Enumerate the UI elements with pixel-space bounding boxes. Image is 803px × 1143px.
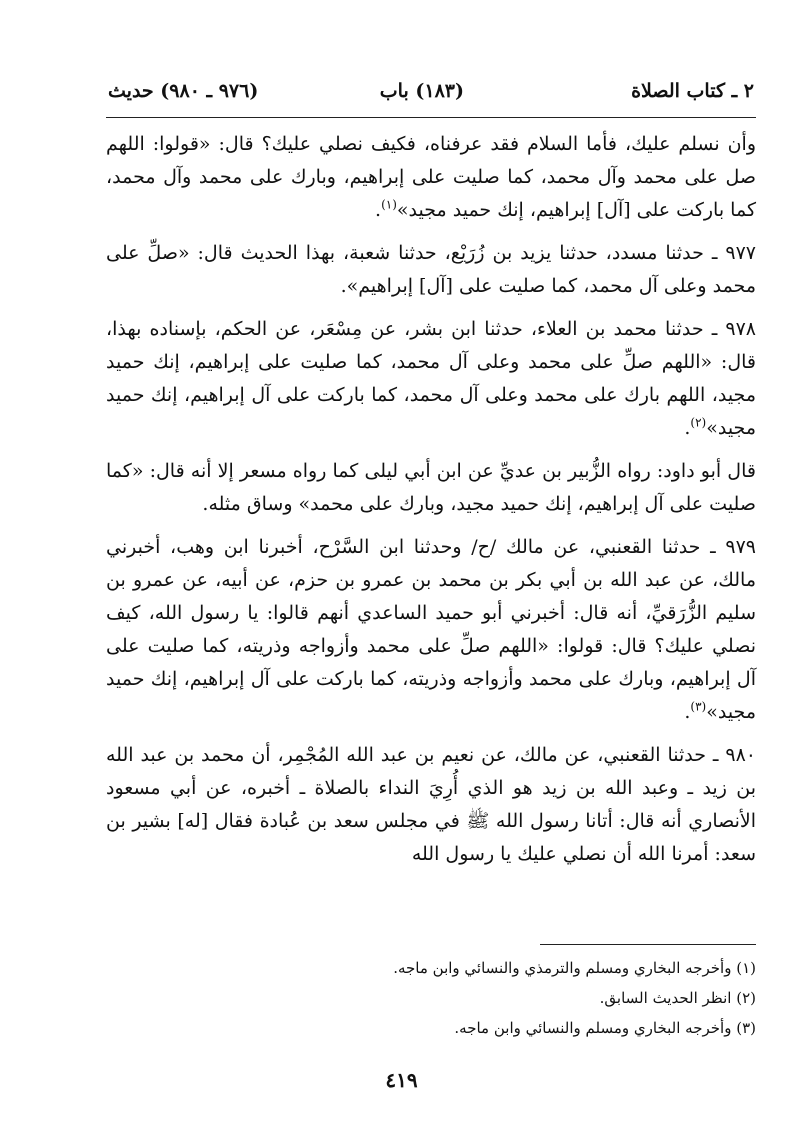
hadith-range: (٩٧٦ ـ ٩٨٠) حديث bbox=[108, 80, 259, 102]
paragraph-text: وأن نسلم عليك، فأما السلام فقد عرفناه، فكيف نصلي عليك؟ قال: «قولوا: اللهم صل على محمد وآل محمد، كما صليت على إبراهيم، وبارك على محمد وآل محمد، كما باركت على [آل] إبراهيم، إنك حميد مجيد» bbox=[106, 133, 756, 221]
paragraph bbox=[106, 128, 756, 227]
footnote-ref: (١) bbox=[381, 197, 397, 212]
footnote-ref: (٢) bbox=[690, 415, 707, 430]
paragraph bbox=[106, 237, 756, 303]
book-title: ٢ ـ كتاب الصلاة bbox=[631, 80, 754, 102]
chapter-title: (١٨٣) باب bbox=[379, 80, 464, 102]
paragraph-text: ٩٨٠ ـ حدثنا القعنبي، عن مالك، عن نعيم بن عبد الله المُجْمِر، أن محمد بن عبد الله بن زيد ـ وعبد الله بن زيد هو الذي أُرِيَ النداء بالصلاة ـ أخبره، عن أبي مسعود الأنصاري أنه قال: أتانا رسول الله ﷺ في مجلس سعد بن عُبادة فقال [له] بشير بن سعد: أمرنا الله أن نصلي عليك يا رسول الله bbox=[106, 744, 756, 865]
paragraph bbox=[106, 531, 756, 729]
paragraph-end: . bbox=[684, 417, 691, 439]
paragraph-text: ٩٧٨ ـ حدثنا محمد بن العلاء، حدثنا ابن بشر، عن مِسْعَر، عن الحكم، بإسناده بهذا، قال: «اللهم صلِّ على محمد وعلى آل محمد، كما صليت على إبراهيم، إنك حميد مجيد، اللهم بارك على محمد وعلى آل محمد، كما باركت على آل إبراهيم، إنك حميد مجيد» bbox=[106, 318, 756, 439]
header-rule bbox=[106, 117, 756, 118]
paragraph bbox=[106, 455, 756, 521]
paragraph-text: قال أبو داود: رواه الزُّبير بن عديِّ عن ابن أبي ليلى كما رواه مسعر إلا أنه قال: «كما صليت على آل إبراهيم، إنك حميد مجيد، وبارك على محمد» وساق مثله. bbox=[106, 460, 756, 515]
paragraph bbox=[106, 739, 756, 871]
paragraph-end: . bbox=[684, 701, 691, 723]
page-number: ٤١٩ bbox=[385, 1068, 418, 1092]
footnote-rule bbox=[540, 944, 756, 945]
running-header bbox=[108, 80, 754, 114]
main-text bbox=[106, 128, 756, 881]
footnote: (٣) وأخرجه البخاري ومسلم والنسائي وابن ماجه. bbox=[454, 1019, 756, 1037]
paragraph-text: ٩٧٩ ـ حدثنا القعنبي، عن مالك /ح/ وحدثنا ابن السَّرْح، أخبرنا ابن وهب، أخبرني مالك، عن عبد الله بن أبي بكر بن محمد بن عمرو بن حزم، عن أبيه، عن عمرو بن سليم الزُّرَقيِّ، أنه قال: أخبرني أبو حميد الساعدي أنهم قالوا: يا رسول الله، كيف نصلي عليك؟ قال: قولوا: «اللهم صلِّ على محمد وأزواجه وذريته، كما صليت على آل إبراهيم، وبارك على محمد وأزواجه وذريته، كما باركت على آل إبراهيم، إنك حميد مجيد» bbox=[106, 536, 756, 723]
footnote: (٢) انظر الحديث السابق. bbox=[599, 989, 756, 1007]
footnote: (١) وأخرجه البخاري ومسلم والترمذي والنسائي وابن ماجه. bbox=[393, 959, 756, 977]
footnotes bbox=[300, 953, 756, 1043]
paragraph bbox=[106, 313, 756, 445]
paragraph-end: . bbox=[375, 199, 382, 221]
footnote-ref: (٣) bbox=[690, 699, 707, 714]
paragraph-text: ٩٧٧ ـ حدثنا مسدد، حدثنا يزيد بن زُرَيْع، حدثنا شعبة، بهذا الحديث قال: «صلِّ على محمد وعلى آل محمد، كما صليت على [آل] إبراهيم». bbox=[106, 242, 756, 297]
